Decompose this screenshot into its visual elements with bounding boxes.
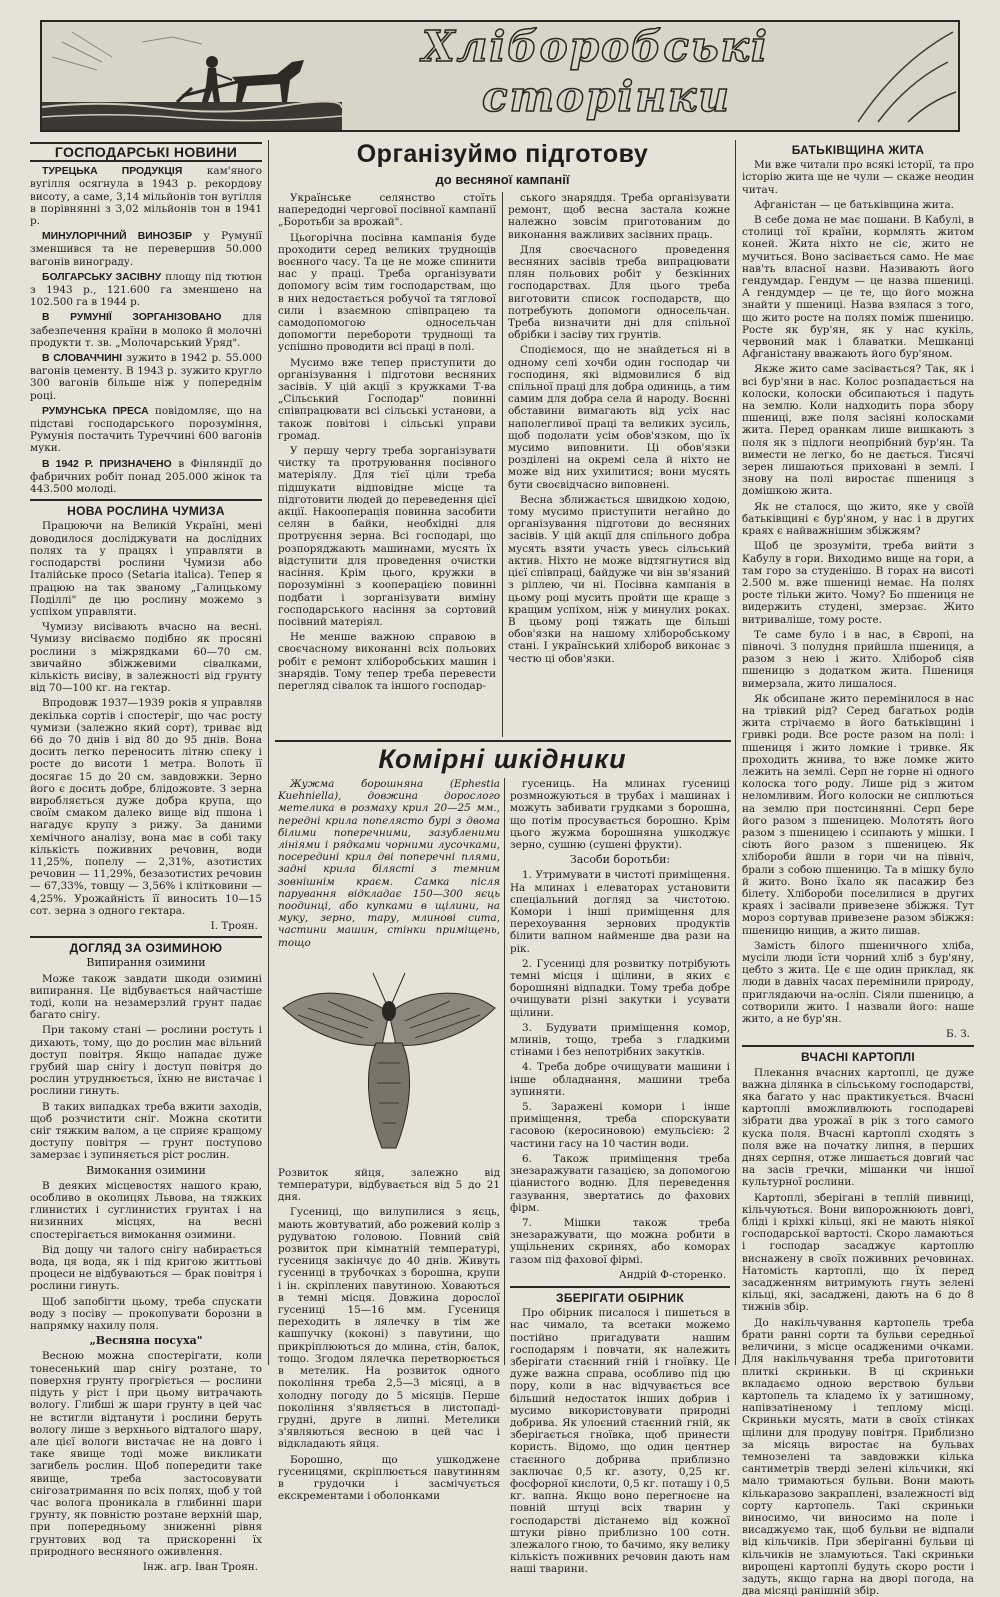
column-rule-1 [268, 140, 269, 1365]
vesnyana-subtitle: „Весняна посуха" [89, 1334, 203, 1348]
chumyza-article [30, 520, 262, 917]
paragraph: Якже жито саме засівається? Так, як і всі бур'яни в нас. Колос розпадається на колоски, колоски обсипаються і падуть на землю. Коли надходить пора збору пшениці, вже поля засіяні колосками жита. Перед оранкам лише вишкають з поля як з підлоги неопрібний бур'ян. Та вимести не легко, бо не дається. Тисячі зерен лишаються приховані в землі. І знову на полі виростає пшениця з домішкою жита. [742, 363, 974, 498]
potato-title: ВЧАСНІ КАРТОПЛІ [742, 1045, 974, 1063]
news-item [30, 405, 262, 455]
news-text: у Румунії зменшився та не перевершив 50.000 вагонів винограду. [30, 230, 262, 268]
news-item [30, 352, 262, 402]
center-bottom-right [510, 778, 730, 1576]
news-lead: МИНУЛОРІЧНИЙ ВИНОЗБІР [42, 231, 193, 243]
news-lead: ТУРЕЦЬКА ПРОДУКЦІЯ [42, 166, 183, 178]
section-title-news: ГОСПОДАРСЬКІ НОВИНИ [30, 142, 262, 162]
news-item [30, 311, 262, 349]
dohlyad-title: ДОГЛЯД ЗА ОЗИМИНОЮ [30, 936, 262, 954]
masthead-title-2: сторінки [482, 72, 731, 121]
chumyza-signature: І. Троян. [210, 919, 258, 932]
paragraph: При такому стані — рослини ростуть і дихають, тому, що до рослин має вільний доступ повітря. Якщо нападає дуже грубий шар снігу і доступ повітря до рослин утруднюється, їхню не вистачає і рослини гинуть. [30, 1024, 262, 1098]
paragraph: 7. Мішки також треба знезаражувати, що можна робити в ущільнених скринях, або коморах газом під фахової фірмі. [510, 1216, 730, 1266]
paragraph: Афганістан — це батьківщина жита. [754, 198, 954, 211]
news-lead: В 1942 Р. ПРИЗНАЧЕНО [42, 458, 172, 470]
paragraph: 2. Гусениці для розвитку потрібують темні місця і щілини, в яких є борошняні відпадки. Тому треба добре очищувати різні закутки і усувати щілини. [510, 957, 730, 1019]
paragraph: Як не сталося, що жито, яке у своїй батьківщині є бур'яном, у нас і в других краях є найважнішим збіжжям? [742, 500, 974, 538]
moth-caption: Розвиток яйця, залежно від температури, відбувається від 5 до 21 дня. [278, 1166, 500, 1204]
paragraph: Картоплі, зберігані в теплій пивниці, кільчуються. Вони випорожнюють довгі, бліді і кріхкі кільці, які не мають ніякої господарської вартості. Скоро ламаються і господар засаджує картоплю виснажену в своїх поживних речовинах. Натомість картоплі, що їх перед засадженням витримують гнуть зелені кільці, які, засаджені, дають на 6 до 8 тижнів збір. [742, 1191, 974, 1314]
paragraph: Про обірник писалося і пишеться в нас чимало, та всетаки можемо постійно пригадувати нашим господарям і повчати, як належить зберігати стаєнний гній і гноївку. Це дуже важна справа, особливо під цю пору, коли в нас відчувається все більший недостаток інших добрив і мусимо використовувати природні добрива. Як улоєний стаєнний гній, як зберігається гноївка, щоб принести користь. Відомо, що один центнер стаєнного добрива приблизно заключає 0,5 кг. азоту, 0,25 кг. фосфорної кислоти, 0,5 кг. поташу і 0,5 кг. вапна. Якщо воно перегноєне на повній штуці всіх тварин у господарстві дістанемо від кожної штуки рівно приблизно 100 сотн. злежалого гною, то бачимо, яку велику кількість поживних речовин дають нам наші тварини. [510, 1307, 730, 1576]
pest-intro [278, 778, 500, 949]
news-text: в Фінляндії до фабричних робіт понад 205.000 жінок та 443.500 молоді. [30, 457, 262, 496]
column-4 [742, 140, 974, 1597]
vypr-article [30, 973, 262, 1162]
farmer-plowing-illustration [42, 22, 342, 130]
paragraph: 6. Також приміщення треба знезаражувати газацією, за допомогою ціанистого водню. Для переведення газування, звертатись до фахових фірм. [510, 1152, 730, 1214]
column-rule-2b [504, 778, 505, 1365]
news-lead: РУМУНСЬКА ПРЕСА [42, 405, 149, 417]
paragraph: 5. Заражені комори і інше приміщення, треба спорскувати гасовою (кероcиновою) емульсією: 2 частини гасу на 10 частин води. [510, 1101, 730, 1150]
news-text: кам'яного вугілля осягнула в 1943 р. рекордову висоту, а саме, 3,14 мільйонів тон вугілля в порівнянні з 3,02 мільйонів тон в 1941 р. [30, 165, 262, 228]
obrnyk-article [510, 1307, 730, 1575]
paragraph: 4. Треба добре очищувати машини і інше обладнання, машини треба зупиняти. [510, 1061, 730, 1098]
center-bottom-left [278, 778, 500, 1503]
news-item [30, 230, 262, 268]
paragraph: Щоб це зрозуміти, треба вийти з Кабулу в гори. Виходимо вище на гори, а там горо за студенішо. В горах на висоті 2.500 м. вже пшениці немає. На полях росте тільки жито. Чому? Бо пшениця не видержить студені, змерзає. Жито витриваліше, тому росте. [742, 540, 974, 626]
paragraph: Впродовж 1937—1939 років я управляв декілька сортів і спостеріг, що час росту чумизи (залежно який сорт), триває від 66 до 70 днів і від 80 до 95 днів. Вона досить легко переносить літню спеку і росте до висоти 1 метра. Волоть її досягає 15 до 20 см. завдовжки. Зерно його є досить добре, блідожовте. З зерна виробляється дуже добра крупа, що своїм смаком далеко вище від пшона і нагадує крупу з рижу. За даними хемічного аналізу, вона має в собі таку кількість поживних речовин, води 11,25%, попелу — 2,31%, азотистих речовин — 11,29%, безазотистих речовин — 67,33%, товщу — 3,56% і клітковини — 4,25%. Урожайність її виносить 10—15 сот. зерна з одного гектара. [30, 697, 262, 917]
paragraph: До накільчування картопель треба брати ранні сорти та бульви середньої величини, з місце осадженими очками. Для накільчування треба приготовити плиткі скриньки. В ці скриньки вкладаємо одною верствою бульви картопель та кладемо їх у затишному, напівзатіненому і теплому місці. Скриньки мусять, мати в своїх стінках щілини для продуву повітря. Приблизно за місяць виростає на бульвах темнозелені та завдовжки кілька сантиметрів тверді зелені кільчики, які мало тримаються бульви. Вони мають кількаразово закраплені, взалежності від сорту картопель. Такі скриньки виносимо, чи виносимо на поле і висаджуємо так, щоб бульви не відпали від кільчиків. При зберіганні бульви ці кільчиків не зламуються. Такі скриньки вирощені картоплі будуть скоро рости і задуть, якщо гарна на дворі погода, на два місяці ранішній збір. [742, 1316, 974, 1597]
paragraph: Українське селянство стоїть напередодні чергової посівної кампанії „Боротьби за врожай". [278, 192, 496, 229]
paragraph: 3. Будувати приміщення комор, млинів, тощо, треба з гладкими стінами і без непотрібних закутків. [510, 1021, 730, 1059]
vymok-subtitle: Вимокання озимини [86, 1163, 206, 1177]
paragraph: У першу чергу треба зорганізувати чистку та протруювання посівного матеріялу. Для тієї ціли треба підшукати відповідне місце та підготовити людей до переведення цієї акції. Накооперація повинна засобити селян в байки, необхідні для протруєння зерна. Всі господарі, що розпоряджають машинами, мусять їх відступити для проведення очистки насіння. Крім цього, кружки в порозумінні з кооперацією повинні подбати і зорганізувати виміну господарського насіння за сортовий посівний матеріял. [278, 445, 496, 628]
news-lead: В РУМУНІЇ ЗОРГАНІЗОВАНО [42, 312, 222, 324]
paragraph: В таких випадках треба вжити заходів, щоб розчистити сніг. Можна скотити сніг тяжким валом, а це сприяє кращому доступу повітря — грунт поступово замерзає і зупиняється ріст рослин. [30, 1100, 262, 1162]
news-text: для забезпечення країни в молоко й молочні продукти т. зв. „Молочарський Уряд". [30, 311, 262, 349]
zasoby-signature: Андрій Ф-сторенко. [618, 1268, 726, 1281]
center-top-subtitle: до весняної кампанії [435, 172, 570, 187]
news-item [30, 458, 262, 496]
center-bottom-title: Комірні шкідники [378, 744, 627, 774]
paragraph: Працюючи на Великій Україні, мені доводилося досліджувати на дослідних полях та у працях і управляти в господарстві рослини Чумизи або Італійське просо (Setaria italica). Тепер я працюю на так званому „Галицькому Поділлі" де цю рослину можемо з успіхом управляти. [30, 520, 262, 618]
center-top-title: Організуймо підготову [356, 140, 649, 168]
paragraph: Може також завдати шкоди озимині випирання. Це відбувається найчастіше тоді, коли на незамерзлий грунт падає багато снігу. [30, 972, 262, 1022]
paragraph: 1. Утримувати в чистоті приміщення. На млинах і елеваторах установити спеціальний догляд за чистотою. Комори і інші приміщення для перехоування зернових продуктів білити вапном найменше два рази на рік. [510, 869, 730, 955]
control-measures-list [510, 869, 730, 1265]
moth-illustration [278, 953, 500, 1163]
news-text: зужито в 1942 р. 55.000 вагонів цементу. В 1943 р. зужито кругло 300 вагонів більше ніж у попереднім році. [30, 352, 262, 402]
masthead [40, 20, 960, 132]
news-item [30, 165, 262, 227]
paragraph: Те саме було і в нас, в Європі, на півночі. З полудня прийшла пшениця, а разом з нею і жито. Хлібороб сіяв пшеницю з додатком жита. Пшениця вимерзала, жито лишалося. [742, 628, 974, 690]
paragraph: гусениць. На млинах гусениці розмножуються в трубах і машинах і можуть забивати грудками з борошна, що потім просувається борошно. Крім цього жужма борошняна ушкоджує зерно, сушню (сушені фрукти). [510, 778, 730, 852]
rye-signature: Б. З. [945, 1028, 970, 1041]
paragraph: Гусениці, що вилупилися з яєць, мають жовтуватий, або рожевий колір з рудуватою головою. Повний свій розвиток при кімнатній температурі, гусениця закінчує до 40 днів. Живуть гусениці в трубочках з борошна, крупи і ін. скріплених павутиною. Ховаються в темні місця. Довжина дорослої гусениці 15—16 мм. Гусениця переходить в лялечку в тім же кашпучку (коконі) з павутини, що прикріплюються до млина, стін, балок, тощо. Згодом лялечка перетворюється в метелик. На розвиток одного покоління треба 2,5—3 місяці, а в холодну погоду до 5 місяців. Перше покоління з'являється в листопаді-грудні, друге в липні. Метелики з'являються весною в цей час і відкладають яйця. [278, 1206, 500, 1451]
potato-article [742, 1067, 974, 1597]
news-lead: В СЛОВАЧЧИНІ [42, 353, 123, 365]
paragraph: Від дощу чи талого снігу набирається вода, ця вода, як і під кригою життьові процеси не відбуваються — брак повітря і рослини гинуть. [30, 1243, 262, 1293]
paragraph: Ми вже читали про всякі історії, та про історію жита ще не чули — скаже неодин читач. [742, 159, 974, 196]
pest-development [278, 1206, 500, 1502]
pest-continued [510, 778, 730, 851]
news-list [30, 165, 262, 495]
paragraph: Весна зближається швидкою ходою, тому мусимо приступити негайно до організування підготови до весняних засівів. У цій акції для спільного добра мусять взяти участь увесь сільський актив. Ніхто не може відтягнутися від цієї співпраці, байдуже чи він зв'язаний з ріллею, чи ні. Посівна кампанія в цьому році мусить пройти ще краще з кращим успіхом, ніж у минулих роках. В цьому році тяжать ще більші обов'язки на нашому хліборобському стані. І український хлібороб виконає з честю ці обов'язки. [508, 493, 730, 665]
column-rule-2a [502, 192, 503, 737]
vesnyana-signature: Інж. агр. Іван Троян. [142, 1560, 258, 1573]
paragraph: ського знаряддя. Треба організувати ремонт, щоб весна застала кожне належно зовсім приготованим до виконання важливих засівних праць. [508, 192, 730, 241]
chumyza-title: НОВА РОСЛИНА ЧУМИЗА [30, 499, 262, 517]
paragraph: Жужма борошняна (Ephestia Kuehniella), довжина дорослого метелика в розмаху крил 20—25 мм., передні крила попелясто бурі з двома білими поперечними, зазубленими лініями і рядками чорними лусочками, посередині крил дві поперечні плями, задні крила білясті з темним зовнішнім краєм. Самка після парування відкладає 150—300 яєць поодинці, або купками в щілини, на муку, зерно, тару, млинові сита, частини машин, стінки приміщень, тощо [278, 778, 500, 949]
paragraph: Мусимо вже тепер приступити до організування і підготови весняних засівів. У цій акції з кружками Т-ва „Сільський Господар" повинні співпрацювати всі сільські установи, а також повітові і сільські управи громад. [278, 356, 496, 442]
news-lead: БОЛГАРСЬКУ ЗАСІВНУ [42, 271, 162, 283]
paragraph: Весною можна спостерігати, коли тонесенький шар снігу розтане, то поверхня грунту прогріється — рослини підуть у ріст і при цьому витрачають вологу. Глибші ж шари грунту в цей час не встигли відтанути і рослини беруть вологу лише з верхнього відталого шару, але цієї вологи вистачає не на довго і таке явище тоді може викликати загибель рослин. Щоб попередити таке явище, треба застосовувати снігозатримання по всіх полях, щоб у той час волога проникала в глибинні шари грунту, як повністю розтане верхній шар, при попередньому зниженні рівня грунтових вод та прискоренні їх природного весняного оживлення. [30, 1350, 262, 1558]
rye-title: БАТЬКІВЩИНА ЖИТА [791, 143, 925, 157]
vypr-subtitle: Випирання озимини [86, 956, 206, 970]
paragraph: Не меншe важною справою в своєчасному виконанні всіх польових робіт є ремонт хліборобських машин і знарядів. Тому тепер треба перевести перегляд сівалок та іншого господар- [278, 631, 496, 692]
zasoby-subtitle: Засоби боротьби: [569, 853, 671, 867]
rye-article [742, 159, 974, 1025]
paragraph: Борошно, що ушкоджене гусеницями, скріплюється павутинням в грудочки і засмічується екскрементами і оболонками [278, 1453, 500, 1503]
paragraph: Як обсипане жито перемінилося в нас на трівкий рід? Серед багатьох родів жита стрічаємо в його батьківщині і гривкі роди. Все росте разом на полі: і пшениця і жито ломкие і тривке. Як проходить жнива, то вже ломке жито лежить на землі. Серп не горне ні одного колоска того роду. Лише рід з житом неломливим. Його колоски не сиплються на землю при постсинянні. Серп бере його разом з пшеницею. Молотять його разом з пшеницею і ссипають у мішки. І сіють його разом з пшеницею. Як хлібороби йшли в гори чи на північ, брали з собою пшеницю. Та в мішку було й жито. Воно їхало як пасажир без білету. Хлібороби поселилися в других краях і засівали привезене збіжжя. Тут мороз сортував привезене разом збіжжя: пшеницю нищив, а жито лишав. [742, 692, 974, 937]
center-top-column-b [508, 192, 730, 737]
paragraph: Замість білого пшеничного хліба, мусіли люди їсти чорний хліб з бур'яну, цебто з жита. Це є ще один приклад, як люди в давніх часах перемінили природу, приглядаючи на-осліп. Сіяли пшеницю, а сотворили жито. І назвали його: наше жито, а не бур'ян. [742, 939, 974, 1026]
obrnyk-title: ЗБЕРІГАТИ ОБІРНИК [510, 1286, 730, 1304]
column-1 [30, 140, 262, 1573]
paragraph: Сподіємося, що не знайдеться ні в одному селі хочби один господар чи господиня, які відмовилися б від спільної праці для добра одиниць, а тим самим для добра села й народу. Воєнні обставини вимагають від усіх нас наполегливої праці та великих зусиль, щоб подолати усім обов'язком, що їх мусимо виповнити. Ці обов'язки розділені на окремі села й ніхто не може від них ухилитися; вони мусять бути своєвідчасно виповнені. [508, 344, 730, 491]
news-text: площу під тютюн з 1943 р., 121.600 га зменшено на 102.500 га в 1944 р. [30, 270, 262, 309]
paragraph: Чумизу висівають вчасно на весні. Чумизу висіваємо подібно як просяні рослини з міжрядками 60—70 см. звичайно збіжжевими сівалками, кількість висіву, в залежності від грунту від 70—100 кг. на гектар. [30, 621, 262, 695]
paragraph: Цьогорічна посівна кампанія буде проходити серед великих труднощів воєнного часу. Та це не може спинити нас у праці. Треба організувати допомогу всім тим господарствам, що в них недостається робучої та тяглової сили і взаємною співпрацею та самодопомогою односельчан допомогти перебороти труднощі та успішно проводити всі праці в полі. [278, 231, 496, 354]
wheat-ornament [838, 22, 958, 130]
vymok-article [30, 1180, 262, 1332]
center-divider [275, 740, 731, 742]
center-top-column-a [278, 192, 496, 737]
paragraph: В деяких місцевостях нашого краю, особливо в околицях Львова, на тяжких глинистих і суглинистих грунтах і на низинних місцях, на весні спостерігається вимокання озимини. [30, 1179, 262, 1241]
column-rule-3 [735, 140, 736, 1365]
news-item [30, 271, 262, 309]
paragraph: Плекання вчасних картоплі, це дуже важна ділянка в сільському господарстві, яка багато у нас практикується. Вчасні картоплі вможливлюють господареві зібрати два урожаї в рік з того самого куска поля. Вчасні картоплі сходять з поля вже на початку липня, в перших днях серпня, отже лишається довгий час на засів гречки, мішанки чи іншої культурної рослини. [742, 1066, 974, 1189]
news-text: повідомляє, що на підставі господарського порозуміння, Румунія постачить Туреччині 600 вагонів муки. [30, 404, 262, 455]
vesnyana-article [30, 1350, 262, 1557]
paragraph: Щоб запобігти цьому, треба спускати воду з посіву — прокопувати борозни в напрямку нахилу поля. [30, 1295, 262, 1333]
paragraph: В себе дома не має пошани. В Кабулі, в столиці тої країни, кормлять житом коней. Жита ніхто не сіє, жито не мучиться. Воно засівається само. Не має нав'ть власної назви. Називають його гендумдар. Гендум — це назва пшениці. А гендумдер — це те, що його можна знайти у пшениці. Назва взялася з того, що жито росте на полях поміж пшеницю. Росте як бур'ян, як у нас кукіль, червоний мак і блаватки. Мешканці Афганістану вважають його бур'яном. [742, 214, 974, 361]
paragraph: Для своєчасного проведення весняних засівів треба випрацювати плян польових робіт у безкінних господарствах. Для цього треба виготовити список господарств, що потребують допомоги односельчан. Треба визначити дні для спільної обрібки і засіву тих грунтів. [508, 243, 730, 342]
masthead-title-1: Хліборобські [422, 22, 769, 71]
